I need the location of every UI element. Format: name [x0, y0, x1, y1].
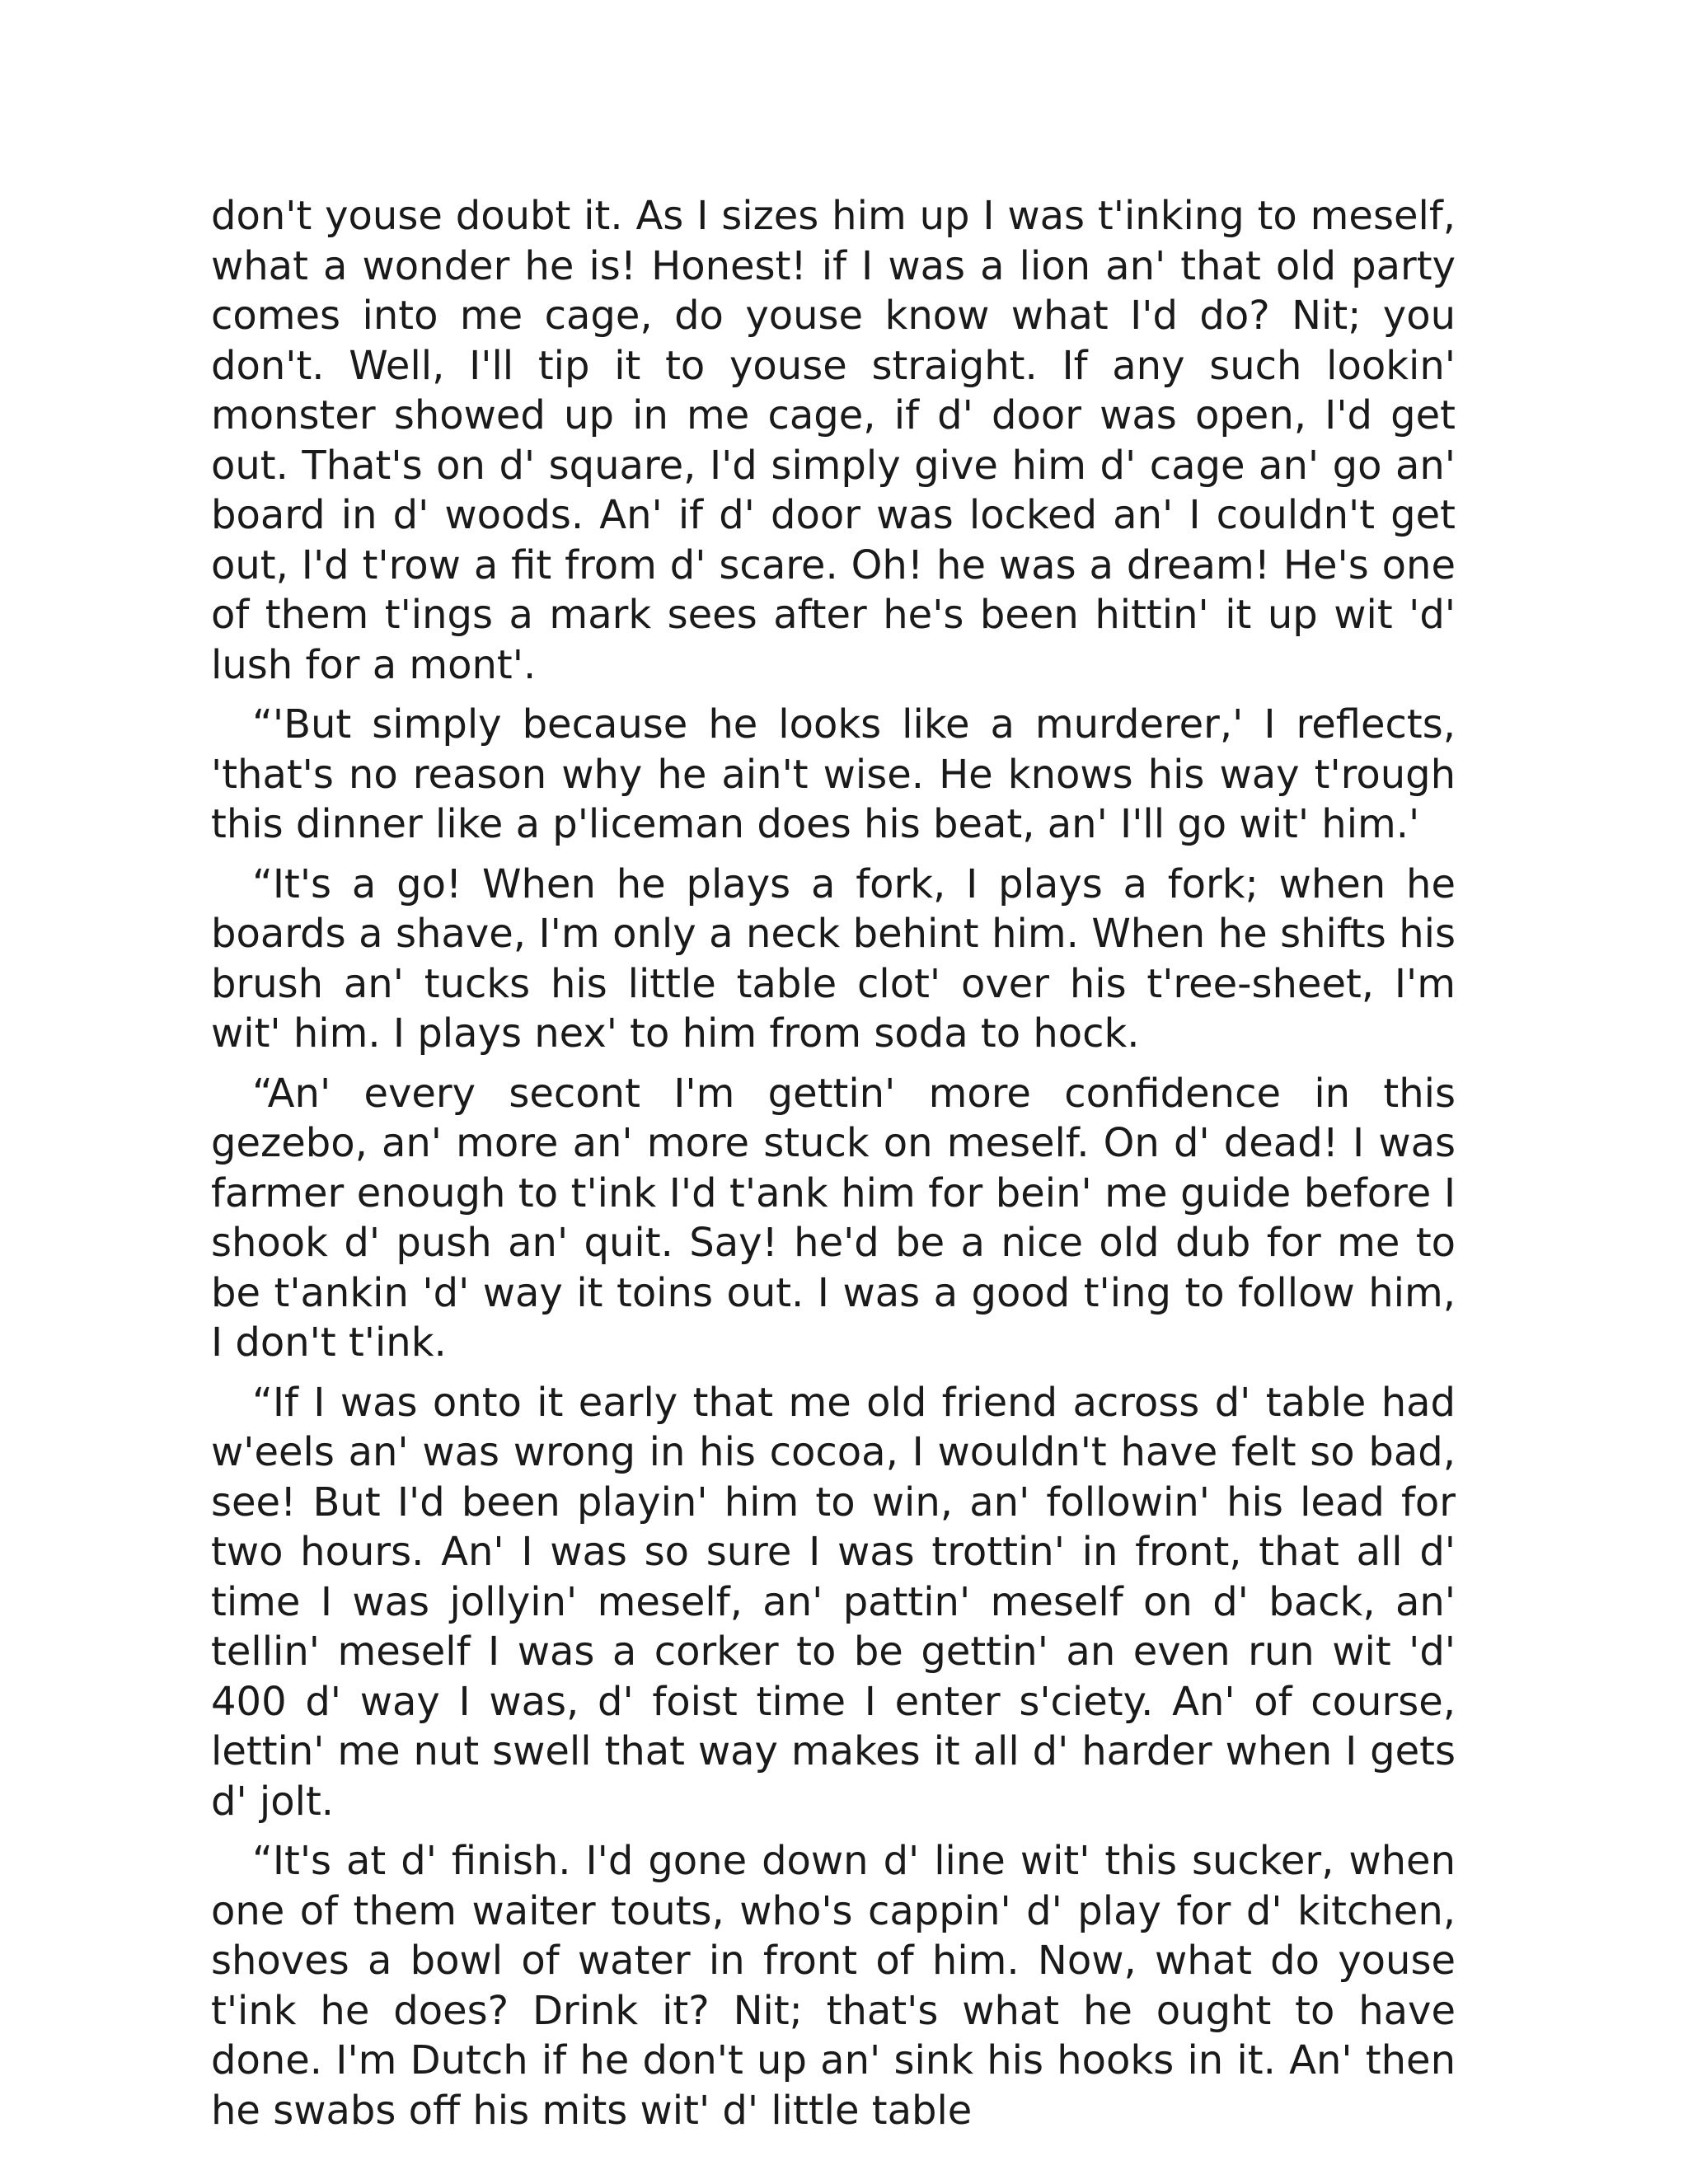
- paragraph-3: “It's a go! When he plays a fork, I plays a fork; when he boards a shave, I'm only a neck behint him. When he shifts his brush an' tucks his little table clot' over his t'ree-sheet, I'm wit' him. I plays nex' to him from soda to hock.: [211, 860, 1456, 1057]
- paragraph-5: “If I was onto it early that me old friend across d' table had w'eels an' was wrong in his cocoa, I wouldn't have felt so bad, see! But I'd been playin' him to win, an' followin' his lead for two hours. An' I was so sure I was trottin' in front, that all d' time I was jollyin' meself, an' pattin' meself on d' back, an' tellin' meself I was a corker to be gettin' an even run wit 'd' 400 d' way I was, d' foist time I enter s'ciety. An' of course, lettin' me nut swell that way makes it all d' harder when I gets d' jolt.: [211, 1379, 1456, 1825]
- paragraph-6: “It's at d' finish. I'd gone down d' line wit' this sucker, when one of them waiter touts, who's cappin' d' play for d' kitchen, shoves a bowl of water in front of him. Now, what do youse t'ink he does? Drink it? Nit; that's what he ought to have done. I'm Dutch if he don't up an' sink his hooks in it. An' then he swabs off his mits wit' d' little table: [211, 1838, 1456, 2134]
- page-body: [211, 191, 1456, 2145]
- paragraph-2: “'But simply because he looks like a murderer,' I reflects, 'that's no reason why he ain't wise. He knows his way t'rough this dinner like a p'liceman does his beat, an' I'll go wit' him.': [211, 701, 1456, 847]
- paragraph-4: “An' every secont I'm gettin' more confidence in this gezebo, an' more an' more stuck on meself. On d' dead! I was farmer enough to t'ink I'd t'ank him for bein' me guide before I shook d' push an' quit. Say! he'd be a nice old dub for me to be t'ankin 'd' way it toins out. I was a good t'ing to follow him, I don't t'ink.: [211, 1070, 1456, 1366]
- paragraph-1: don't youse doubt it. As I sizes him up I was t'inking to meself, what a wonder he is! Honest! if I was a lion an' that old party comes into me cage, do youse know what I'd do? Nit; you don't. Well, I'll tip it to youse straight. If any such lookin' monster showed up in me cage, if d' door was open, I'd get out. That's on d' square, I'd simply give him d' cage an' go an' board in d' woods. An' if d' door was locked an' I couldn't get out, I'd t'row a fit from d' scare. Oh! he was a dream! He's one of them t'ings a mark sees after he's been hittin' it up wit 'd' lush for a mont'.: [211, 193, 1456, 688]
